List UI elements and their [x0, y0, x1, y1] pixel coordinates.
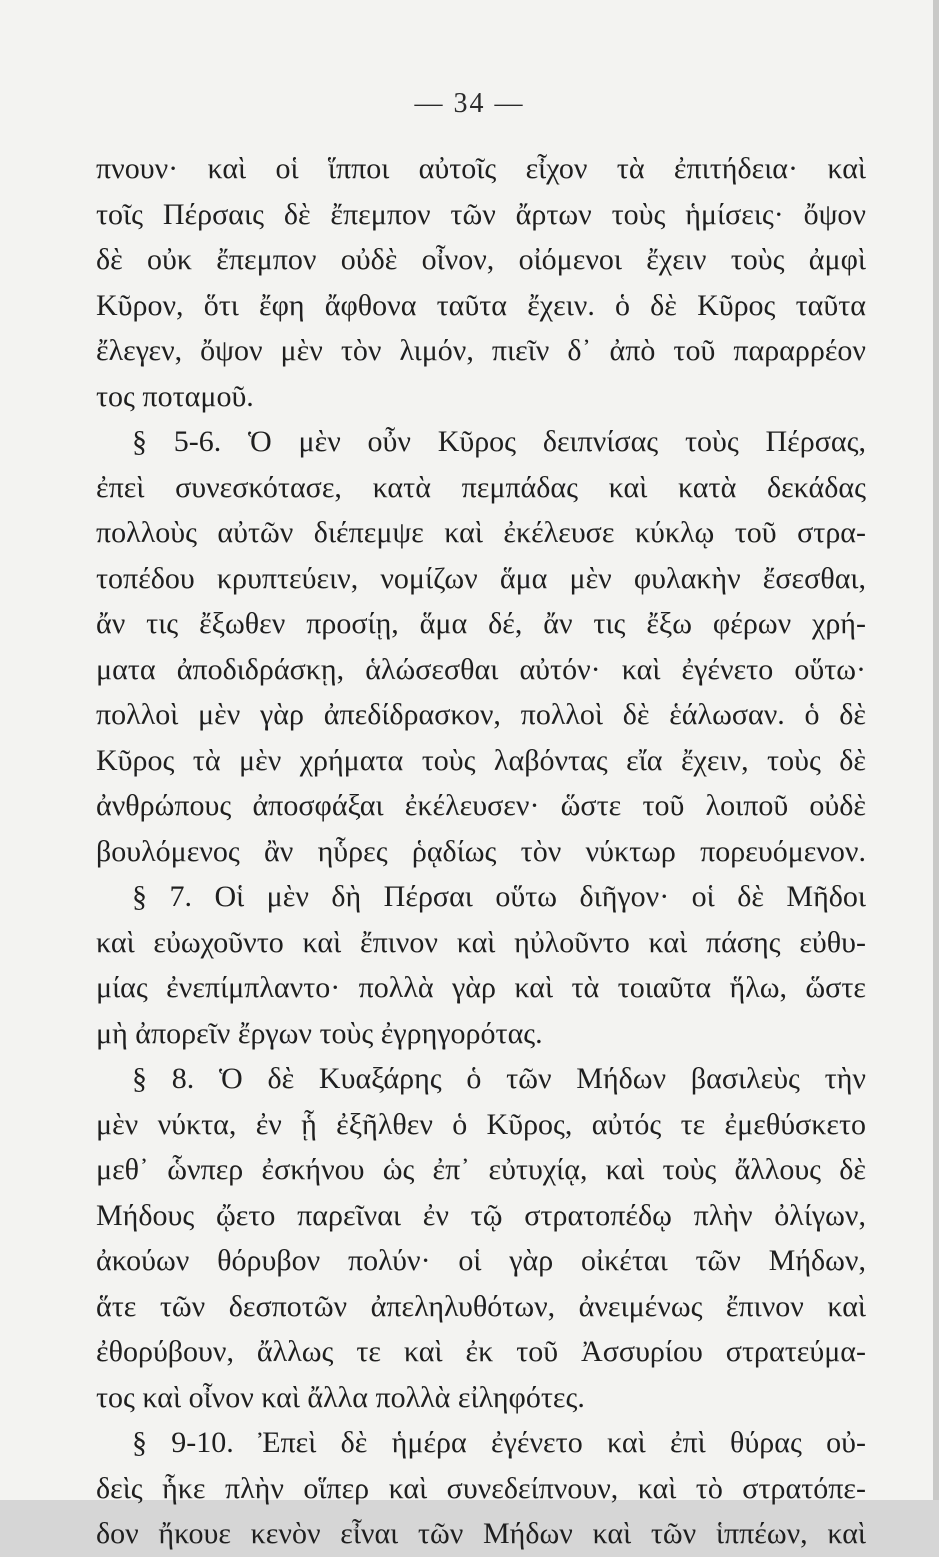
text-line: τοῖς Πέρσαις δὲ ἔπεμπον τῶν ἄρτων τοὺς ἡμίσεις· ὄψον: [96, 197, 866, 231]
text-line: ἅτε τῶν δεσποτῶν ἀπεληλυθότων, ἀνειμένως ἔπινον καὶ: [96, 1289, 866, 1323]
text-line: ἀκούων θόρυβον πολύν· οἱ γὰρ οἰκέται τῶν Μήδων,: [96, 1244, 866, 1277]
text-line: ματα ἀποδιδράσκῃ, ἁλώσεσθαι αὐτόν· καὶ ἐγένετο οὕτω·: [96, 652, 866, 686]
text-line: πολλοὺς αὐτῶν διέπεμψε καὶ ἐκέλευσε κύκλῳ τοῦ στρα-: [96, 516, 866, 549]
text-line: § 9-10. Ἐπεὶ δὲ ἡμέρα ἐγένετο καὶ ἐπὶ θύρας οὐ-: [132, 1426, 866, 1459]
text-line: ἄν τις ἔξωθεν προσίῃ, ἅμα δέ, ἄν τις ἔξω φέρων χρή-: [96, 607, 866, 640]
text-line: μεθ᾽ ὧνπερ ἐσκήνου ὡς ἐπ᾽ εὐτυχίᾳ, καὶ τοὺς ἄλλους δὲ: [96, 1153, 866, 1186]
page-number: — 34 —: [414, 88, 525, 119]
text-line: Κῦρος τὰ μὲν χρήματα τοὺς λαβόντας εἴα ἔχειν, τοὺς δὲ: [96, 743, 866, 777]
text-line: καὶ εὐωχοῦντο καὶ ἔπινον καὶ ηὐλοῦντο καὶ πάσης εὐθυ-: [96, 925, 866, 959]
text-line: δεὶς ἧκε πλὴν οἵπερ καὶ συνεδείπνουν, καὶ τὸ στρατόπε-: [96, 1471, 866, 1505]
text-line: δὲ οὐκ ἔπεμπον οὐδὲ οἶνον, οἰόμενοι ἔχειν τοὺς ἀμφὶ: [96, 243, 866, 276]
text-line: § 8. Ὁ δὲ Κυαξάρης ὁ τῶν Μήδων βασιλεὺς τὴν: [132, 1062, 866, 1095]
text-line: ἀνθρώπους ἀποσφάξαι ἐκέλευσεν· ὥστε τοῦ λοιποῦ οὐδὲ: [96, 789, 866, 822]
text-line: § 5-6. Ὁ μὲν οὖν Κῦρος δειπνίσας τοὺς Πέρσας,: [132, 425, 866, 458]
text-line: τος καὶ οἶνον καὶ ἄλλα πολλὰ εἰληφότες.: [96, 1380, 585, 1414]
text-line: πνουν· καὶ οἱ ἵπποι αὐτοῖς εἶχον τὰ ἐπιτήδεια· καὶ: [96, 152, 866, 185]
text-line: ἐθορύβουν, ἄλλως τε καὶ ἐκ τοῦ Ἀσσυρίου στρατεύμα-: [96, 1335, 866, 1368]
text-line: βουλόμενος ἂν ηὗρες ῥᾳδίως τὸν νύκτωρ πορευόμενον.: [96, 834, 866, 868]
text-line: § 7. Οἱ μὲν δὴ Πέρσαι οὕτω διῆγον· οἱ δὲ Μῆδοι: [132, 880, 866, 913]
text-line: μὴ ἀπορεῖν ἔργων τοὺς ἐγρηγορότας.: [96, 1016, 543, 1050]
text-line: τος ποταμοῦ.: [96, 379, 254, 413]
text-line: πολλοὶ μὲν γὰρ ἀπεδίδρασκον, πολλοὶ δὲ ἑάλωσαν. ὁ δὲ: [96, 698, 866, 731]
text-line: δον ἤκουε κενὸν εἶναι τῶν Μήδων καὶ τῶν ἱππέων, καὶ: [96, 1517, 866, 1550]
text-line: Μήδους ᾤετο παρεῖναι ἐν τῷ στρατοπέδῳ πλὴν ὀλίγων,: [96, 1198, 866, 1232]
text-line: ἐπεὶ συνεσκότασε, κατὰ πεμπάδας καὶ κατὰ δεκάδας: [96, 470, 866, 504]
text-line: μίας ἐνεπίμπλαντο· πολλὰ γὰρ καὶ τὰ τοιαῦτα ἥλω, ὥστε: [96, 971, 866, 1004]
text-line: μὲν νύκτα, ἐν ᾗ ἐξῆλθεν ὁ Κῦρος, αὐτός τε ἐμεθύσκετο: [96, 1107, 866, 1141]
text-line: τοπέδου κρυπτεύειν, νομίζων ἅμα μὲν φυλακὴν ἔσεσθαι,: [96, 561, 866, 595]
body-text: [96, 146, 866, 1557]
text-line: ἔλεγεν, ὄψον μὲν τὸν λιμόν, πιεῖν δ᾽ ἀπὸ τοῦ παραρρέον: [96, 334, 866, 367]
text-line: Κῦρον, ὅτι ἔφη ἄφθονα ταῦτα ἔχειν. ὁ δὲ Κῦρος ταῦτα: [96, 288, 866, 322]
